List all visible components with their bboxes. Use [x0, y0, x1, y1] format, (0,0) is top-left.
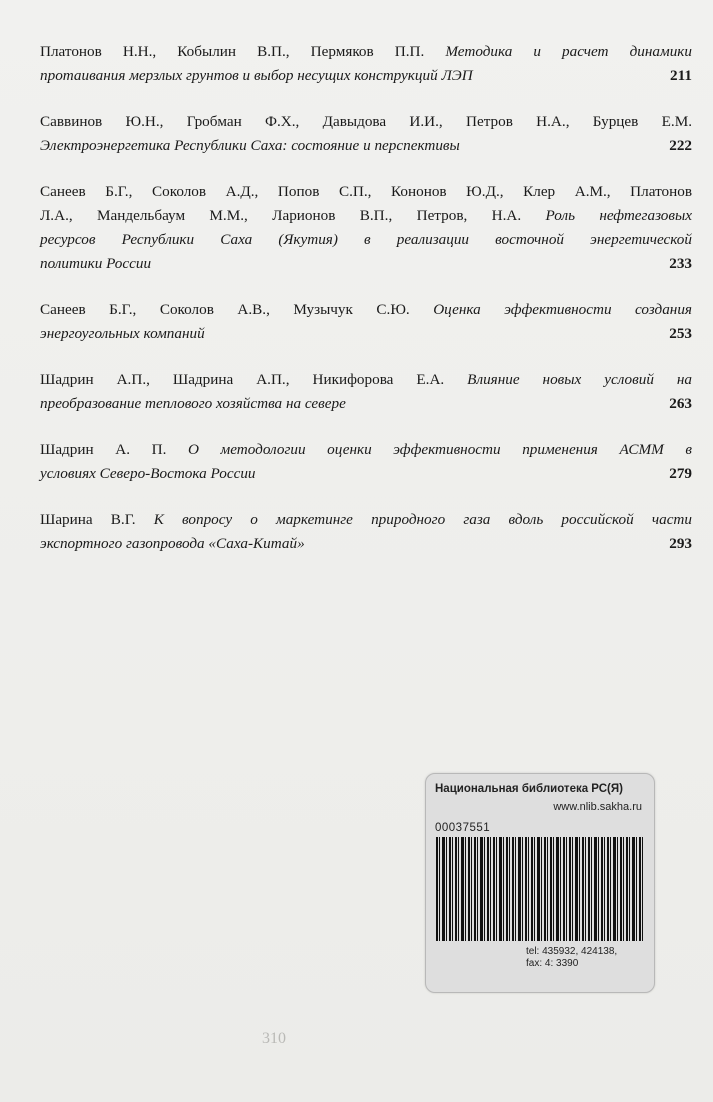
- library-label-sticker: [425, 773, 655, 993]
- entry-title: Оценка эффективности создания: [433, 301, 692, 318]
- toc-entry: [40, 40, 692, 88]
- entry-authors: Санеев Б.Г., Соколов А.Д., Попов С.П., Кононов Ю.Д., Клер А.М., Платонов: [40, 183, 692, 200]
- entry-authors: Шарина В.Г.: [40, 511, 154, 528]
- entry-line: [40, 40, 692, 64]
- entry-title: Электроэнергетика Республики Саха: состояние и перспективы: [40, 137, 460, 154]
- contacts-fax: fax: 4: 3390: [526, 958, 579, 969]
- entry-line: [40, 180, 692, 204]
- page-number: 222: [669, 137, 692, 154]
- entry-title: энергоугольных компаний: [40, 325, 205, 342]
- entry-authors: Саввинов Ю.Н., Гробман Ф.Х., Давыдова И.И., Петров Н.А., Бурцев Е.М.: [40, 113, 692, 130]
- page-number: 279: [669, 465, 692, 482]
- library-name: Национальная библиотека РС(Я): [435, 783, 623, 795]
- page-number: 263: [669, 395, 692, 412]
- library-contacts: [526, 946, 617, 970]
- page-number: 233: [669, 255, 692, 272]
- toc-entry: [40, 438, 692, 486]
- entry-line: [40, 110, 692, 134]
- entry-title: ресурсов Республики Саха (Якутия) в реализации восточной энергетической: [40, 231, 692, 248]
- entry-title: Влияние новых условий на: [467, 371, 692, 388]
- toc-entry: [40, 508, 692, 556]
- entry-title: Методика и расчет динамики: [445, 43, 692, 60]
- entry-title: политики России: [40, 255, 152, 272]
- entry-last-line: [40, 134, 692, 158]
- entry-authors: Платонов Н.Н., Кобылин В.П., Пермяков П.П.: [40, 43, 446, 60]
- page-folio: 310: [262, 1030, 286, 1047]
- entry-title: К вопросу о маркетинге природного газа вдоль российской части: [153, 511, 692, 528]
- entry-title: преобразование теплового хозяйства на севере: [40, 395, 346, 412]
- page-number: 253: [669, 325, 692, 342]
- entry-last-line: [40, 252, 692, 276]
- entry-line: [40, 508, 692, 532]
- entry-title: условиях Северо-Востока России: [40, 465, 256, 482]
- entry-last-line: [40, 64, 692, 88]
- entry-authors: Санеев Б.Г., Соколов А.В., Музычук С.Ю.: [40, 301, 434, 318]
- entry-last-line: [40, 322, 692, 346]
- entry-authors: Шадрин А.П., Шадрина А.П., Никифорова Е.А.: [40, 371, 468, 388]
- entry-last-line: [40, 462, 692, 486]
- entry-line: [40, 204, 692, 228]
- entry-last-line: [40, 532, 692, 556]
- entry-last-line: [40, 392, 692, 416]
- entry-title: О методологии оценки эффективности применения АСММ в: [187, 441, 692, 458]
- contacts-phone: tel: 435932, 424138,: [526, 946, 618, 957]
- entry-title: экспортного газопровода «Саха-Китай»: [40, 535, 305, 552]
- entry-authors: Шадрин А. П.: [40, 441, 188, 458]
- toc-entry: [40, 110, 692, 158]
- toc-entry: [40, 368, 692, 416]
- toc-entry: [40, 180, 692, 276]
- entry-line: [40, 368, 692, 392]
- page-number: 293: [669, 535, 692, 552]
- inventory-number: 00037551: [435, 822, 491, 834]
- entry-line: [40, 228, 692, 252]
- entry-title: Роль нефтегазовых: [545, 207, 693, 224]
- entry-authors: Л.А., Мандельбаум М.М., Ларионов В.П., Петров, Н.А.: [40, 207, 546, 224]
- table-of-contents: [40, 40, 692, 578]
- entry-line: [40, 438, 692, 462]
- entry-line: [40, 298, 692, 322]
- toc-entry: [40, 298, 692, 346]
- library-url: www.nlib.sakha.ru: [553, 801, 642, 813]
- page-number: 211: [670, 67, 692, 84]
- barcode: [436, 837, 644, 941]
- entry-title: протаивания мерзлых грунтов и выбор несущих конструкций ЛЭП: [40, 67, 473, 84]
